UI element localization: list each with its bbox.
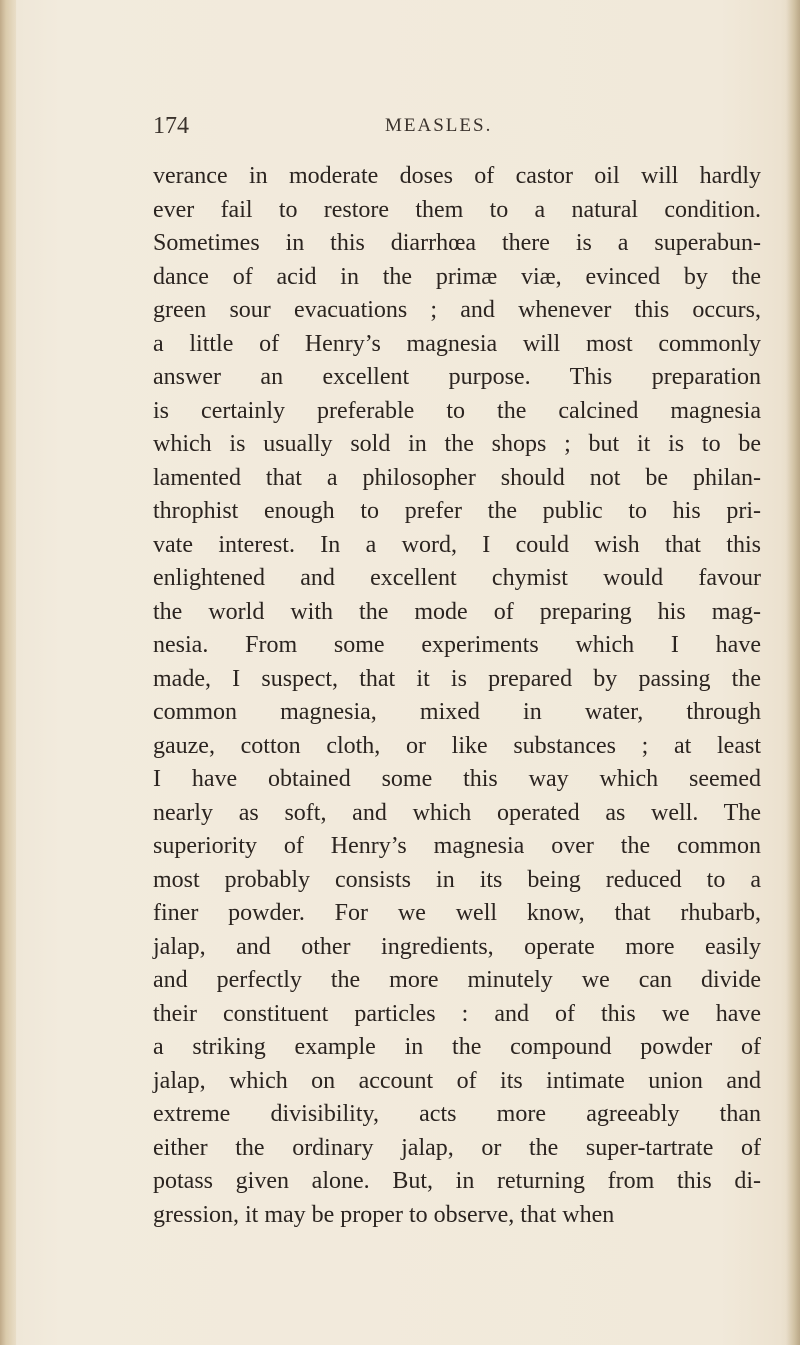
text-line: a striking example in the compound powder of	[153, 1034, 761, 1060]
text-line: superiority of Henry’s magnesia over the common	[153, 833, 761, 859]
text-line: which is usually sold in the shops ; but it is to be	[153, 431, 761, 457]
text-line: nesia. From some experiments which I have	[153, 632, 761, 658]
text-line: extreme divisibility, acts more agreeably than	[153, 1101, 761, 1127]
body-text	[153, 160, 761, 1232]
running-title: MEASLES.	[385, 115, 493, 136]
page-number: 174	[153, 113, 189, 139]
text-line: gauze, cotton cloth, or like substances ; at least	[153, 732, 761, 759]
text-line: potass given alone. But, in returning from this di-	[153, 1168, 761, 1194]
text-line: enlightened and excellent chymist would favour	[153, 565, 761, 591]
text-line: vate interest. In a word, I could wish that this	[153, 531, 761, 558]
text-line: finer powder. For we well know, that rhubarb,	[153, 900, 761, 926]
text-line: jalap, which on account of its intimate union and	[153, 1067, 761, 1094]
text-line: is certainly preferable to the calcined magnesia	[153, 397, 761, 424]
text-line: made, I suspect, that it is prepared by passing the	[153, 665, 761, 692]
text-line: the world with the mode of preparing his mag-	[153, 598, 761, 625]
text-line: and perfectly the more minutely we can divide	[153, 967, 761, 993]
text-line: I have obtained some this way which seemed	[153, 766, 761, 792]
text-line: ever fail to restore them to a natural condition.	[153, 196, 761, 223]
text-line: gression, it may be proper to observe, that when	[153, 1201, 615, 1228]
text-line: most probably consists in its being reduced to a	[153, 866, 761, 893]
running-head	[153, 113, 753, 143]
text-line: either the ordinary jalap, or the super-tartrate of	[153, 1134, 761, 1161]
text-line: answer an excellent purpose. This preparation	[153, 364, 761, 390]
text-line: green sour evacuations ; and whenever this occurs,	[153, 297, 761, 323]
text-line: Sometimes in this diarrhœa there is a superabun-	[153, 230, 761, 256]
text-line: common magnesia, mixed in water, through	[153, 699, 761, 725]
page-binding-shadow	[0, 0, 16, 1345]
text-line: verance in moderate doses of castor oil will hardly	[153, 163, 761, 189]
text-line: dance of acid in the primæ viæ, evinced by the	[153, 263, 761, 290]
text-line: jalap, and other ingredients, operate more easily	[153, 933, 761, 960]
text-line: nearly as soft, and which operated as well. The	[153, 799, 761, 826]
page-edge-shadow	[786, 0, 800, 1345]
text-line: lamented that a philosopher should not be philan-	[153, 464, 761, 491]
text-line: a little of Henry’s magnesia will most commonly	[153, 330, 761, 357]
text-line: throphist enough to prefer the public to his pri-	[153, 498, 761, 524]
text-line: their constituent particles : and of this we have	[153, 1000, 761, 1027]
